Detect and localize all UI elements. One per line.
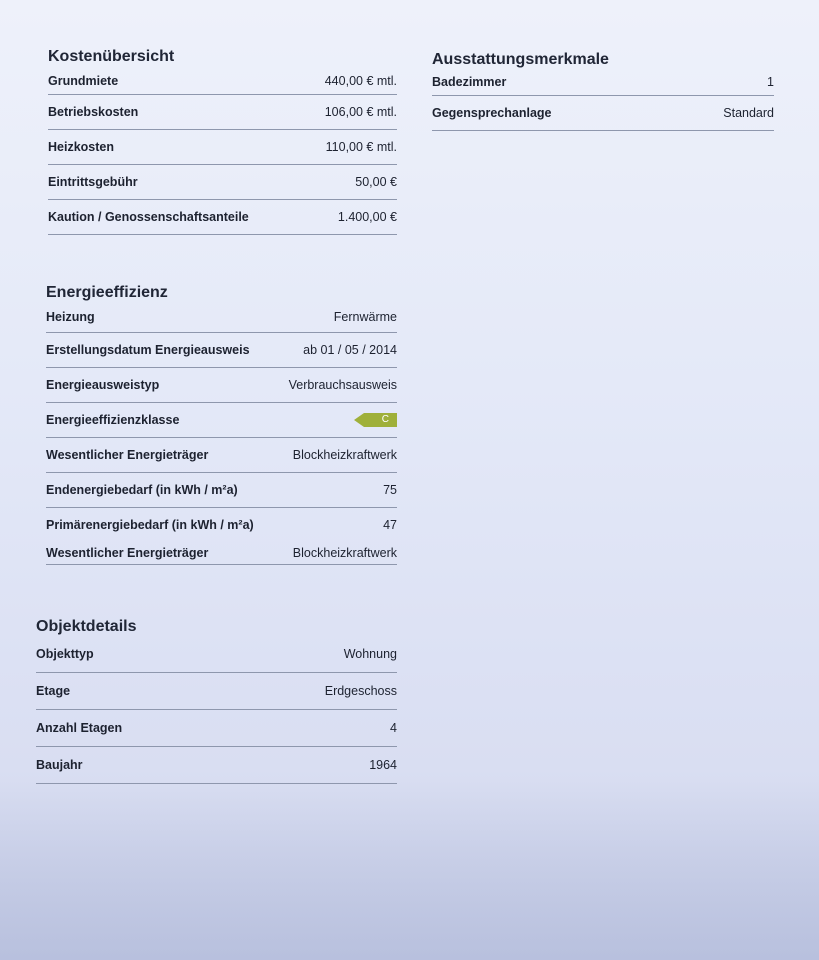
section-title: Ausstattungsmerkmale	[432, 51, 609, 68]
row-label: Kaution / Genossenschaftsanteile	[48, 210, 249, 224]
row-label: Betriebskosten	[48, 105, 139, 119]
row-label: Eintrittsgebühr	[48, 175, 138, 189]
row-value: 110,00 € mtl.	[325, 140, 397, 154]
row-value: 106,00 € mtl.	[324, 105, 397, 119]
row-label: Energieausweistyp	[46, 378, 160, 392]
row-value: 47	[383, 518, 397, 532]
row-endenergiebedarf	[46, 473, 397, 508]
row-value: Wohnung	[343, 647, 397, 661]
row-badezimmer	[432, 69, 774, 96]
section-ausstattungsmerkmale	[432, 51, 774, 131]
page-shadow	[0, 780, 819, 960]
efficiency-class-badge	[354, 413, 397, 427]
row-value: 4	[390, 721, 397, 735]
row-value: ab 01 / 05 / 2014	[303, 343, 397, 357]
row-grundmiete	[48, 68, 397, 95]
row-label: Anzahl Etagen	[36, 721, 123, 735]
row-objekttyp	[36, 636, 397, 673]
row-eintrittsgebuehr	[48, 165, 397, 200]
row-value: 50,00 €	[355, 175, 397, 189]
section-title: Objektdetails	[36, 618, 137, 635]
row-value: 440,00 € mtl.	[324, 74, 397, 88]
row-value: 1964	[369, 758, 397, 772]
row-value: 75	[383, 483, 397, 497]
row-etage	[36, 673, 397, 710]
row-label: Erstellungsdatum Energieausweis	[46, 343, 250, 357]
row-label: Heizung	[46, 310, 95, 324]
row-label: Wesentlicher Energieträger	[46, 546, 209, 560]
row-betriebskosten	[48, 95, 397, 130]
section-kostenuebersicht	[48, 48, 397, 235]
row-heizung	[46, 302, 397, 333]
row-value: Blockheizkraftwerk	[292, 448, 397, 462]
efficiency-class-value: C	[364, 413, 397, 427]
row-value: Verbrauchsausweis	[288, 378, 397, 392]
section-title: Energieeffizienz	[46, 284, 168, 301]
row-label: Wesentlicher Energieträger	[46, 448, 209, 462]
section-objektdetails	[36, 618, 397, 784]
row-value: Erdgeschoss	[324, 684, 397, 698]
section-title: Kostenübersicht	[48, 48, 175, 65]
row-value: Fernwärme	[333, 310, 397, 324]
row-value: Blockheizkraftwerk	[292, 546, 397, 560]
row-energieeffizienzklasse	[46, 403, 397, 438]
row-erstellungsdatum	[46, 333, 397, 368]
row-label: Heizkosten	[48, 140, 114, 154]
row-label: Energieeffizienzklasse	[46, 413, 180, 427]
badge-arrow-icon	[354, 413, 364, 427]
row-label: Baujahr	[36, 758, 83, 772]
row-label: Gegensprechanlage	[432, 106, 552, 120]
row-label: Primärenergiebedarf (in kWh / m²a)	[46, 518, 254, 532]
row-gegensprechanlage	[432, 96, 774, 131]
row-label: Badezimmer	[432, 75, 507, 89]
row-value: 1.400,00 €	[337, 210, 397, 224]
row-energietraeger	[46, 438, 397, 473]
row-heizkosten	[48, 130, 397, 165]
row-anzahl-etagen	[36, 710, 397, 747]
row-primaerenergiebedarf	[46, 508, 397, 542]
row-kaution	[48, 200, 397, 235]
row-label: Endenergiebedarf (in kWh / m²a)	[46, 483, 238, 497]
row-label: Grundmiete	[48, 74, 119, 88]
row-energietraeger-2	[46, 542, 397, 565]
row-value: Standard	[723, 106, 774, 120]
row-baujahr	[36, 747, 397, 784]
section-energieeffizienz	[46, 284, 397, 565]
row-energieausweistyp	[46, 368, 397, 403]
row-value: 1	[767, 75, 774, 89]
row-label: Objekttyp	[36, 647, 94, 661]
row-label: Etage	[36, 684, 71, 698]
